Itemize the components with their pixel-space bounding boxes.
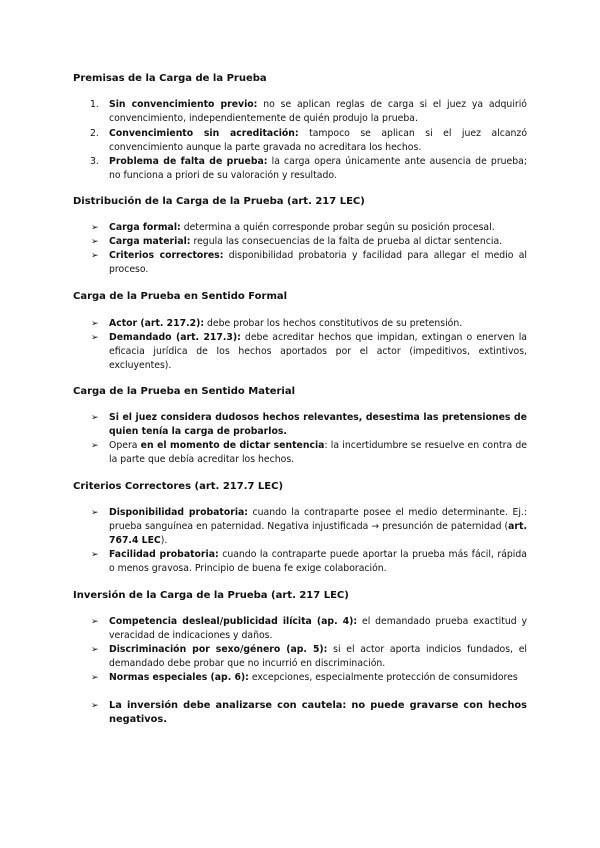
section-heading-premisas: Premisas de la Carga de la Prueba xyxy=(73,73,267,84)
list-item: Criterios correctores: disponibilidad probatoria y facilidad para allegar el medio al proceso. xyxy=(109,250,527,275)
section-heading-material: Carga de la Prueba en Sentido Material xyxy=(73,386,296,397)
list-item: Normas especiales (ap. 6): excepciones, especialmente protección de consumidores xyxy=(109,672,518,683)
list-marker: 3. xyxy=(90,156,99,167)
list-item: Competencia desleal/publicidad ilícita (ap. 4): el demandado prueba exactitud y veracidad de indicaciones y daños. xyxy=(109,616,527,641)
list-item: La inversión debe analizarse con cautela: no puede gravarse con hechos negativos. xyxy=(109,700,527,725)
arrow-bullet-icon: ➢ xyxy=(91,645,99,655)
list-item: Facilidad probatoria: cuando la contraparte puede aportar la prueba más fácil, rápida o menos gravosa. Principio de buena fe exige colaboración. xyxy=(109,549,527,574)
arrow-bullet-icon: ➢ xyxy=(91,508,99,518)
arrow-bullet-icon: ➢ xyxy=(91,441,99,451)
list-item: Demandado (art. 217.3): debe acreditar hechos que impidan, extingan o enerven la eficacia jurídica de los hechos aportados por el actor (impeditivos, extintivos, excluyentes). xyxy=(109,332,527,371)
list-item: Disponibilidad probatoria: cuando la contraparte posee el medio determinante. Ej.: prueba sanguínea en paternidad. Negativa injustificada → presunción de paternidad (art. 767.4 LEC). xyxy=(109,507,527,546)
arrow-bullet-icon: ➢ xyxy=(91,333,99,343)
arrow-bullet-icon: ➢ xyxy=(91,673,99,683)
arrow-bullet-icon: ➢ xyxy=(91,701,99,711)
arrow-bullet-icon: ➢ xyxy=(91,617,99,627)
arrow-bullet-icon: ➢ xyxy=(91,319,99,329)
section-heading-inversion: Inversión de la Carga de la Prueba (art. 217 LEC) xyxy=(73,590,349,601)
list-item: Discriminación por sexo/género (ap. 5): si el actor aporta indicios fundados, el demandado debe probar que no incurrió en discriminación. xyxy=(109,644,527,669)
section-heading-distribucion: Distribución de la Carga de la Prueba (art. 217 LEC) xyxy=(73,196,365,207)
arrow-bullet-icon: ➢ xyxy=(91,550,99,560)
list-item: Opera en el momento de dictar sentencia: la incertidumbre se resuelve en contra de la parte que debía acreditar los hechos. xyxy=(109,440,527,465)
list-item: Carga formal: determina a quién corresponde probar según su posición procesal. xyxy=(109,222,495,233)
section-heading-formal: Carga de la Prueba en Sentido Formal xyxy=(73,291,288,302)
list-item: Convencimiento sin acreditación: tampoco se aplican si el juez alcanzó convencimiento aunque la parte gravada no acreditara los hechos. xyxy=(109,128,528,153)
list-marker: 2. xyxy=(90,128,99,139)
arrow-bullet-icon: ➢ xyxy=(91,223,99,233)
section-heading-correctores: Criterios Correctores (art. 217.7 LEC) xyxy=(73,481,284,492)
list-item: Si el juez considera dudosos hechos relevantes, desestima las pretensiones de quien tenía la carga de probarlos. xyxy=(109,412,527,437)
list-item: Actor (art. 217.2): debe probar los hechos constitutivos de su pretensión. xyxy=(109,318,463,329)
list-item: Carga material: regula las consecuencias de la falta de prueba al dictar sentencia. xyxy=(109,236,503,247)
arrow-bullet-icon: ➢ xyxy=(91,237,99,247)
list-item: Problema de falta de prueba: la carga opera únicamente ante ausencia de prueba; no funciona a priori de su valoración y resultado. xyxy=(109,156,527,181)
arrow-bullet-icon: ➢ xyxy=(91,413,99,423)
list-item: Sin convencimiento previo: no se aplican reglas de carga si el juez ya adquirió convencimiento, independientemente de quién produjo la prueba. xyxy=(109,99,527,124)
arrow-bullet-icon: ➢ xyxy=(91,251,99,261)
list-marker: 1. xyxy=(90,99,99,110)
